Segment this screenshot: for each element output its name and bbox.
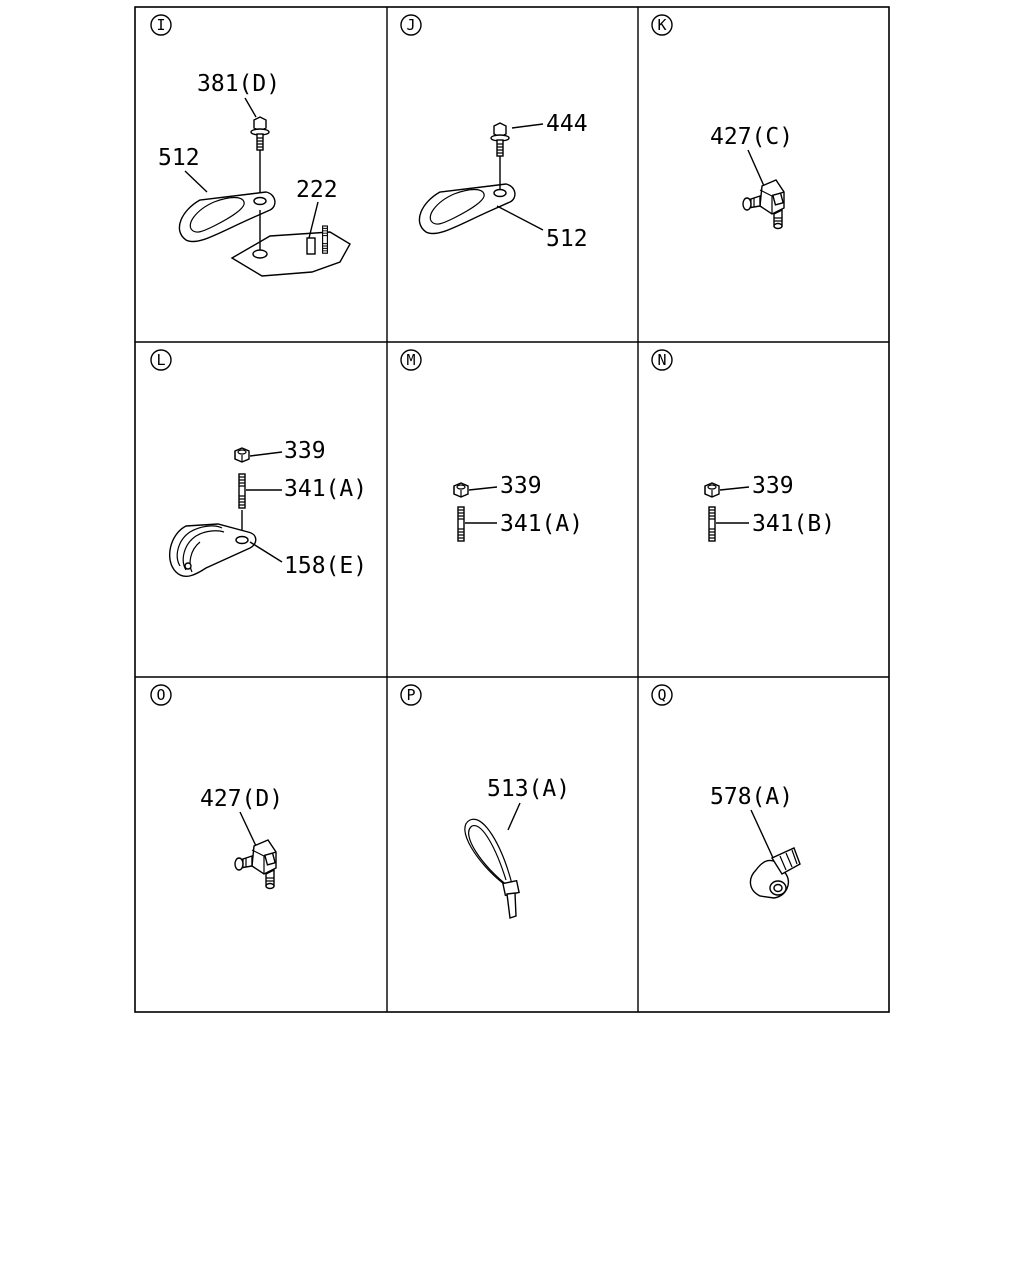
cell-l <box>151 350 367 579</box>
svg-text:N: N <box>657 351 667 369</box>
stud-341b <box>709 507 715 541</box>
cell-k <box>652 15 793 229</box>
elbow-fitting-578a <box>750 848 800 898</box>
cell-id-badge <box>401 15 421 35</box>
nut-339 <box>235 448 249 462</box>
part-label: 512 <box>546 226 588 252</box>
svg-text:M: M <box>406 351 416 369</box>
cell-id-badge <box>151 685 171 705</box>
svg-text:Q: Q <box>657 686 667 704</box>
cell-id-badge <box>151 15 171 35</box>
part-label: 513(A) <box>487 776 571 802</box>
nut-339 <box>705 483 719 497</box>
part-label: 341(A) <box>284 476 368 502</box>
part-label: 578(A) <box>710 784 794 810</box>
part-label: 427(D) <box>200 786 284 812</box>
svg-text:O: O <box>156 686 166 704</box>
cable-tie-513a <box>465 819 519 918</box>
part-label: 339 <box>284 438 326 464</box>
cell-q <box>652 685 800 898</box>
svg-text:J: J <box>406 16 416 34</box>
part-label: 339 <box>500 473 542 499</box>
part-label: 444 <box>546 111 588 137</box>
part-label: 339 <box>752 473 794 499</box>
cell-id-badge <box>401 685 421 705</box>
cell-id-badge <box>401 350 421 370</box>
cell-i <box>151 15 350 276</box>
stud-341a <box>458 507 464 541</box>
cell-p <box>401 685 570 918</box>
elbow-fitting-427c <box>743 180 784 229</box>
cell-o <box>151 685 283 889</box>
part-label: 222 <box>296 177 338 203</box>
cell-id-badge <box>652 15 672 35</box>
nut-339 <box>454 483 468 497</box>
svg-text:L: L <box>156 351 166 369</box>
part-label: 341(B) <box>752 511 836 537</box>
svg-text:I: I <box>156 16 166 34</box>
cell-m <box>401 350 583 541</box>
cell-j <box>401 15 588 252</box>
svg-text:K: K <box>657 16 667 34</box>
part-label: 158(E) <box>284 553 368 579</box>
bracket-plate <box>232 226 350 276</box>
part-label: 341(A) <box>500 511 584 537</box>
bolt-381d <box>251 117 269 150</box>
svg-text:P: P <box>406 686 416 704</box>
part-label: 381(D) <box>197 71 281 97</box>
clip-158e <box>170 524 256 576</box>
bolt-444 <box>491 123 509 156</box>
part-label: 512 <box>158 145 200 171</box>
cell-id-badge <box>652 685 672 705</box>
cell-id-badge <box>652 350 672 370</box>
elbow-fitting-427d <box>235 840 276 889</box>
cell-n <box>652 350 835 541</box>
stud-341a <box>239 474 245 508</box>
p-clip-512 <box>419 184 515 234</box>
cell-id-badge <box>151 350 171 370</box>
part-label: 427(C) <box>710 124 794 150</box>
